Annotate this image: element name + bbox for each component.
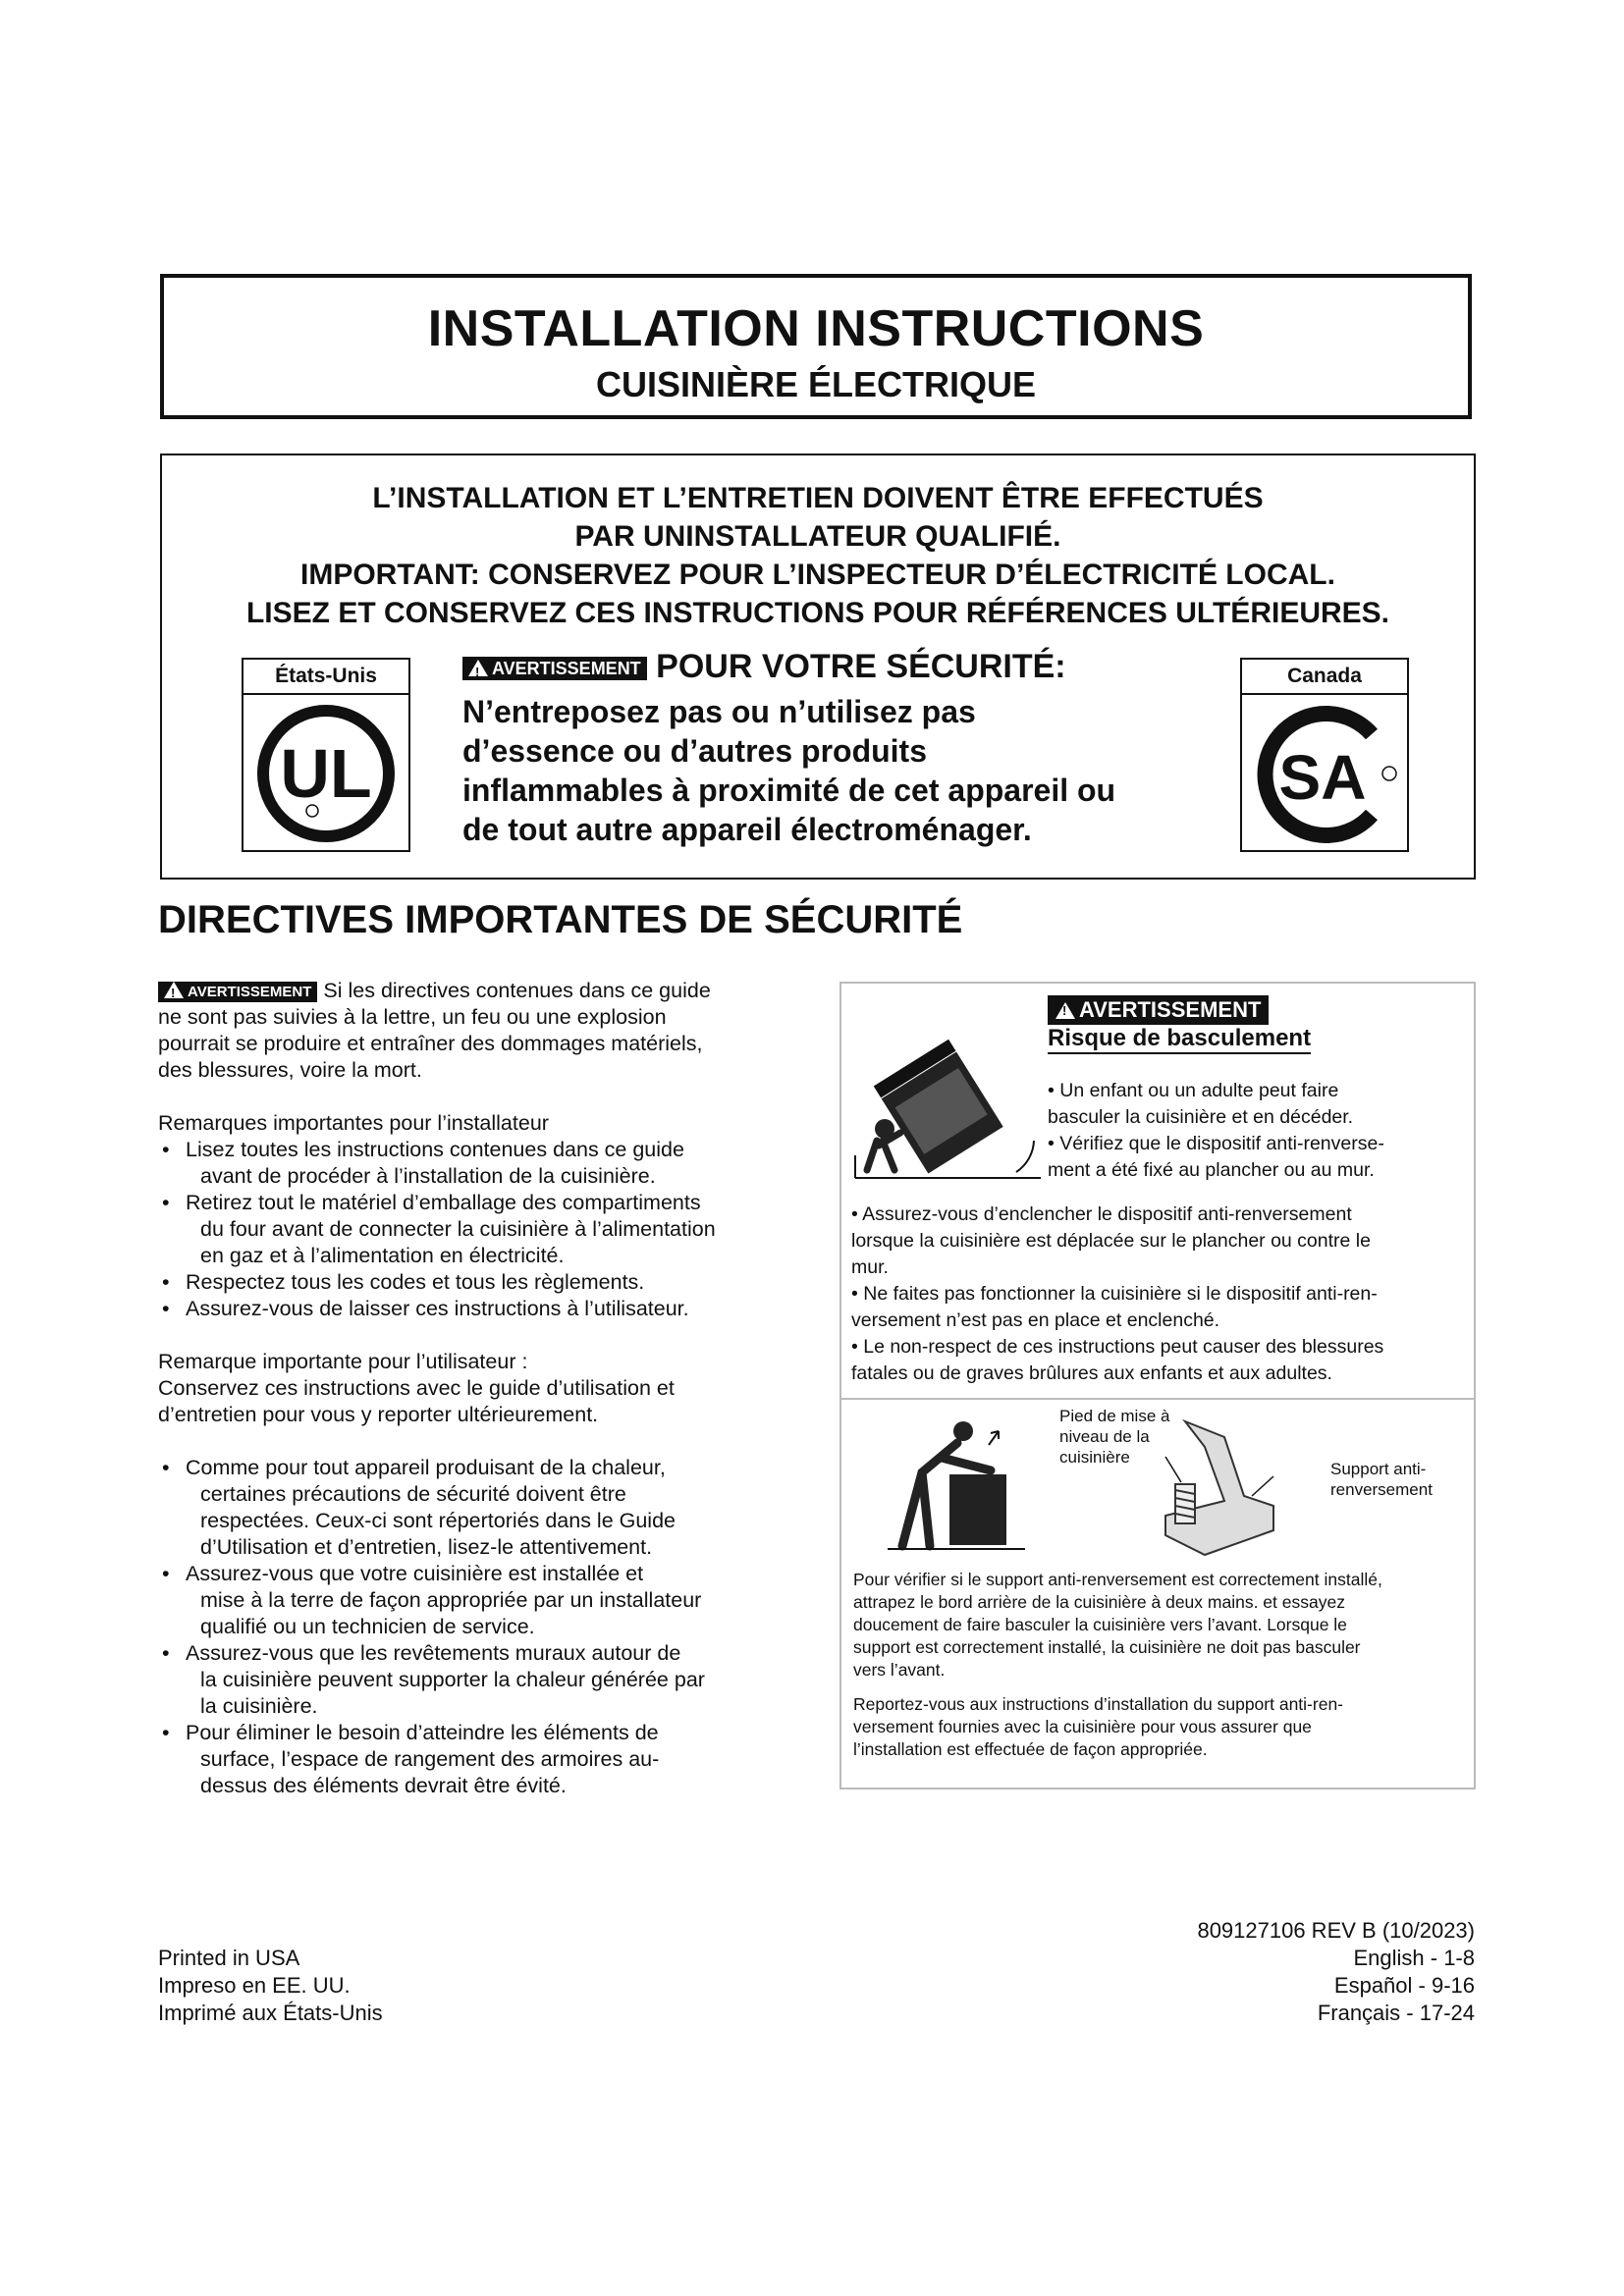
list-item: • Retirez tout le matériel d’emballage des compartiments du four avant de connecter la cuisinière à l’alimentation en gaz et à l’alimentation en électricité. bbox=[158, 1190, 796, 1269]
user-line: Conservez ces instructions avec le guide d’utilisation et bbox=[158, 1376, 675, 1400]
list-item: • Lisez toutes les instructions contenues dans ce guide avant de procéder à l’installation de la cuisinière. bbox=[158, 1137, 796, 1190]
user-line: d’entretien pour vous y reporter ultérieurement. bbox=[158, 1403, 599, 1426]
us-certification bbox=[242, 658, 410, 852]
page-title: INSTALLATION INSTRUCTIONS bbox=[427, 300, 1205, 357]
list-item: • Respectez tous les codes et tous les règlements. bbox=[158, 1269, 796, 1296]
canada-label: Canada bbox=[1242, 660, 1407, 695]
warning-badge: !AVERTISSEMENT bbox=[462, 657, 647, 680]
verify-text: Pour vérifier si le support anti-renversement est correctement installé, attrapez le bord arrière de la cuisinière à deux mains. et essayez doucement de faire basculer la cuisinière vers l’avant. Lorsque le support est correctement installé, la cuisinière ne doit pas basculer vers l’avant. Reportez-vous aux instructions d’installation du support anti-ren- versement fournies avec la cuisinière pour vous assurer que l’installation est effectuée de façon appropriée. bbox=[853, 1569, 1462, 1773]
footer-print-info: Printed in USA Impreso en EE. UU. Imprimé aux États-Unis bbox=[158, 1946, 383, 2025]
left-column bbox=[158, 978, 796, 1799]
safety-heading: POUR VOTRE SÉCURITÉ: bbox=[656, 648, 1066, 685]
risk-title: Risque de basculement bbox=[1048, 1025, 1311, 1054]
general-list bbox=[158, 1455, 796, 1799]
page-subtitle: CUISINIÈRE ÉLECTRIQUE bbox=[595, 364, 1037, 404]
notice-lines bbox=[162, 479, 1474, 632]
user-heading: Remarque importante pour l’utilisateur : bbox=[158, 1350, 528, 1373]
warning-badge: !AVERTISSEMENT bbox=[158, 982, 317, 1002]
warning-triangle-icon bbox=[164, 982, 184, 998]
warning-bullets: • Assurez-vous d’enclencher le dispositif anti-renversement lorsque la cuisinière est déplacée sur le plancher ou contre le mur. • Ne faites pas fonctionner la cuisinière si le dispositif anti-ren- versement n’est pas en place et enclenché. • Le non-respect de ces instructions peut causer des blessures fatales ou de graves brûlures aux enfants et aux adultes. bbox=[851, 1203, 1384, 1384]
notice-box bbox=[160, 454, 1476, 880]
bracket-label: Support anti- renversement bbox=[1330, 1460, 1433, 1499]
top-bullets: • Un enfant ou un adulte peut faire basculer la cuisinière et en décéder. • Vérifiez que le dispositif anti-renverse- ment a été fixé au plancher ou au mur. bbox=[1048, 1080, 1384, 1181]
warning-paragraph: !AVERTISSEMENT Si les directives contenues dans ce guide ne sont pas suivies à la lettre, un feu ou une explosion pourrait se produire et entraîner des dommages matériels, des blessures, voire la mort. bbox=[158, 978, 796, 1084]
notice-line: IMPORTANT: CONSERVEZ POUR L’INSPECTEUR D’ÉLECTRICITÉ LOCAL. bbox=[300, 559, 1335, 591]
section-title: DIRECTIVES IMPORTANTES DE SÉCURITÉ bbox=[158, 898, 963, 941]
safety-line: N’entreposez pas ou n’utilisez pas bbox=[462, 694, 976, 729]
tipping-range-icon bbox=[849, 1023, 1046, 1192]
document-number: 809127106 REV B (10/2023) bbox=[1197, 1918, 1475, 1943]
csa-logo-text: SA bbox=[1278, 742, 1367, 813]
safety-line: de tout autre appareil électroménager. bbox=[462, 812, 1032, 847]
installer-list bbox=[158, 1137, 796, 1322]
notice-line: PAR UNINSTALLATEUR QUALIFIÉ. bbox=[574, 520, 1061, 553]
verify-section bbox=[841, 1400, 1474, 1789]
tip-over-section bbox=[841, 984, 1474, 1400]
list-item: • Assurez-vous que votre cuisinière est installée et mise à la terre de façon appropriée par un installateur qualifié ou un technicien de service. bbox=[158, 1561, 796, 1640]
tip-over-warning-panel bbox=[839, 982, 1476, 1789]
safety-line: inflammables à proximité de cet appareil ou bbox=[462, 773, 1116, 808]
warning-badge: !AVERTISSEMENT bbox=[1048, 995, 1269, 1025]
warning-triangle-icon bbox=[1056, 1002, 1075, 1019]
footer-document-info: 809127106 REV B (10/2023) English - 1-8 Español - 9-16 Français - 17-24 bbox=[1197, 1918, 1475, 2025]
person-checking-range-icon bbox=[883, 1414, 1030, 1559]
safety-statement bbox=[462, 648, 1150, 849]
notice-line: L’INSTALLATION ET L’ENTRETIEN DOIVENT ÊTRE EFFECTUÉS bbox=[372, 482, 1264, 514]
notice-line: LISEZ ET CONSERVEZ CES INSTRUCTIONS POUR RÉFÉRENCES ULTÉRIEURES. bbox=[245, 597, 1390, 629]
csa-logo-icon bbox=[1242, 695, 1407, 852]
list-item: • Assurez-vous de laisser ces instructions à l’utilisateur. bbox=[158, 1296, 796, 1322]
warning-triangle-icon bbox=[468, 660, 488, 676]
list-item: • Assurez-vous que les revêtements muraux autour de la cuisinière peuvent supporter la chaleur générée par la cuisinière. bbox=[158, 1640, 796, 1720]
title-box bbox=[160, 274, 1472, 419]
safety-line: d’essence ou d’autres produits bbox=[462, 733, 927, 769]
ul-logo-text: UL bbox=[280, 735, 372, 812]
list-item: • Comme pour tout appareil produisant de la chaleur, certaines précautions de sécurité doivent être respectées. Ceux-ci sont répertoriés dans le Guide d’Utilisation et d’entretien, lisez-le attentivement. bbox=[158, 1455, 796, 1561]
installer-heading: Remarques importantes pour l’installateur bbox=[158, 1111, 549, 1135]
ul-logo-icon bbox=[244, 695, 408, 852]
refer-text: Reportez-vous aux instructions d’installation du support anti-ren- versement fournies avec la cuisinière pour vous assurer que l’installation est effectuée de façon appropriée. bbox=[853, 1694, 1344, 1759]
leveler-label: Pied de mise à niveau de la cuisinière bbox=[1059, 1407, 1170, 1467]
list-item: • Pour éliminer le besoin d’atteindre les éléments de surface, l’espace de rangement des armoires au- dessus des éléments devrait être évité. bbox=[158, 1720, 796, 1799]
canada-certification bbox=[1240, 658, 1409, 852]
us-label: États-Unis bbox=[244, 660, 408, 695]
